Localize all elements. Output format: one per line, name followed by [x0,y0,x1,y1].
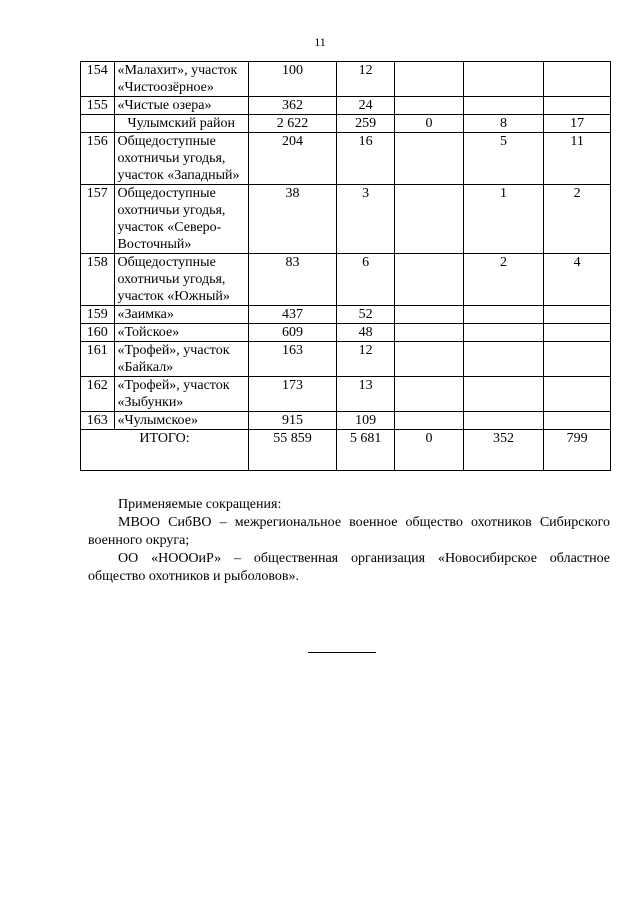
name-cell: «Чистые озера» [114,97,249,115]
hunting-grounds-table [80,61,611,471]
col1-cell: 2 622 [249,115,337,133]
col2-cell: 6 [336,254,394,306]
col5-cell: 17 [544,115,611,133]
col1-cell: 100 [249,62,337,97]
col3-cell [395,412,463,430]
total-c4-cell: 352 [463,430,544,471]
col5-cell [544,62,611,97]
col3-cell [395,133,463,185]
col3-cell [395,324,463,342]
name-cell: Чулымский район [114,115,249,133]
col2-cell: 52 [336,306,394,324]
table-row [81,324,611,342]
col2-cell: 12 [336,342,394,377]
col5-cell [544,324,611,342]
col1-cell: 163 [249,342,337,377]
table-row [81,306,611,324]
col5-cell [544,306,611,324]
col5-cell [544,97,611,115]
name-cell: «Трофей», участок «Зыбунки» [114,377,249,412]
table-row [81,97,611,115]
table-row [81,254,611,306]
district-row [81,115,611,133]
name-cell: Общедоступные охотничьи угодья, участок «Южный» [114,254,249,306]
row-number-cell: 157 [81,185,115,254]
row-number-cell: 154 [81,62,115,97]
row-number-cell: 163 [81,412,115,430]
col4-cell: 8 [463,115,544,133]
abbreviation-mvoo: МВОО СибВО – межрегиональное военное общество охотников Сибирского военного округа; [88,515,610,548]
abbreviations-section [88,496,610,586]
col1-cell: 609 [249,324,337,342]
name-cell: «Тойское» [114,324,249,342]
col1-cell: 204 [249,133,337,185]
col2-cell: 12 [336,62,394,97]
table-row [81,133,611,185]
row-number-cell: 156 [81,133,115,185]
total-c3-cell: 0 [395,430,463,471]
col5-cell: 11 [544,133,611,185]
row-number-cell: 159 [81,306,115,324]
table-row [81,412,611,430]
col1-cell: 362 [249,97,337,115]
col1-cell: 173 [249,377,337,412]
col1-cell: 437 [249,306,337,324]
col1-cell: 83 [249,254,337,306]
table-row [81,62,611,97]
total-c5-cell: 799 [544,430,611,471]
col3-cell [395,254,463,306]
col5-cell [544,377,611,412]
name-cell: «Заимка» [114,306,249,324]
name-cell: Общедоступные охотничьи угодья, участок «Северо-Восточный» [114,185,249,254]
col5-cell [544,412,611,430]
row-number-cell: 158 [81,254,115,306]
col4-cell: 2 [463,254,544,306]
col3-cell [395,306,463,324]
col3-cell [395,377,463,412]
col4-cell [463,306,544,324]
col2-cell: 16 [336,133,394,185]
table-row [81,377,611,412]
col3-cell [395,342,463,377]
total-c2-cell: 5 681 [336,430,394,471]
total-c1-cell: 55 859 [249,430,337,471]
col4-cell: 5 [463,133,544,185]
row-number-cell: 161 [81,342,115,377]
col1-cell: 38 [249,185,337,254]
col3-cell [395,97,463,115]
col4-cell [463,324,544,342]
row-number-cell: 155 [81,97,115,115]
col2-cell: 13 [336,377,394,412]
row-number-cell: 162 [81,377,115,412]
col2-cell: 109 [336,412,394,430]
col2-cell: 3 [336,185,394,254]
closing-line [308,652,376,653]
col4-cell [463,342,544,377]
col2-cell: 48 [336,324,394,342]
col5-cell [544,342,611,377]
page-number: 11 [314,35,326,49]
total-label: ИТОГО: [81,430,249,471]
abbreviation-noooir: ОО «НОООиР» – общественная организация «Новосибирское областное общество охотников и рыболовов». [88,551,610,584]
col3-cell [395,185,463,254]
abbreviations-heading: Применяемые сокращения: [118,497,282,512]
name-cell: «Малахит», участок «Чистоозёрное» [114,62,249,97]
name-cell: Общедоступные охотничьи угодья, участок «Западный» [114,133,249,185]
col4-cell: 1 [463,185,544,254]
col1-cell: 915 [249,412,337,430]
total-row [81,430,611,471]
col5-cell: 2 [544,185,611,254]
table-row [81,185,611,254]
col3-cell [395,62,463,97]
row-number-cell [81,115,115,133]
name-cell: «Чулымское» [114,412,249,430]
table-row [81,342,611,377]
col4-cell [463,97,544,115]
row-number-cell: 160 [81,324,115,342]
col5-cell: 4 [544,254,611,306]
col4-cell [463,412,544,430]
col2-cell: 24 [336,97,394,115]
col4-cell [463,62,544,97]
col4-cell [463,377,544,412]
col2-cell: 259 [336,115,394,133]
col3-cell: 0 [395,115,463,133]
name-cell: «Трофей», участок «Байкал» [114,342,249,377]
